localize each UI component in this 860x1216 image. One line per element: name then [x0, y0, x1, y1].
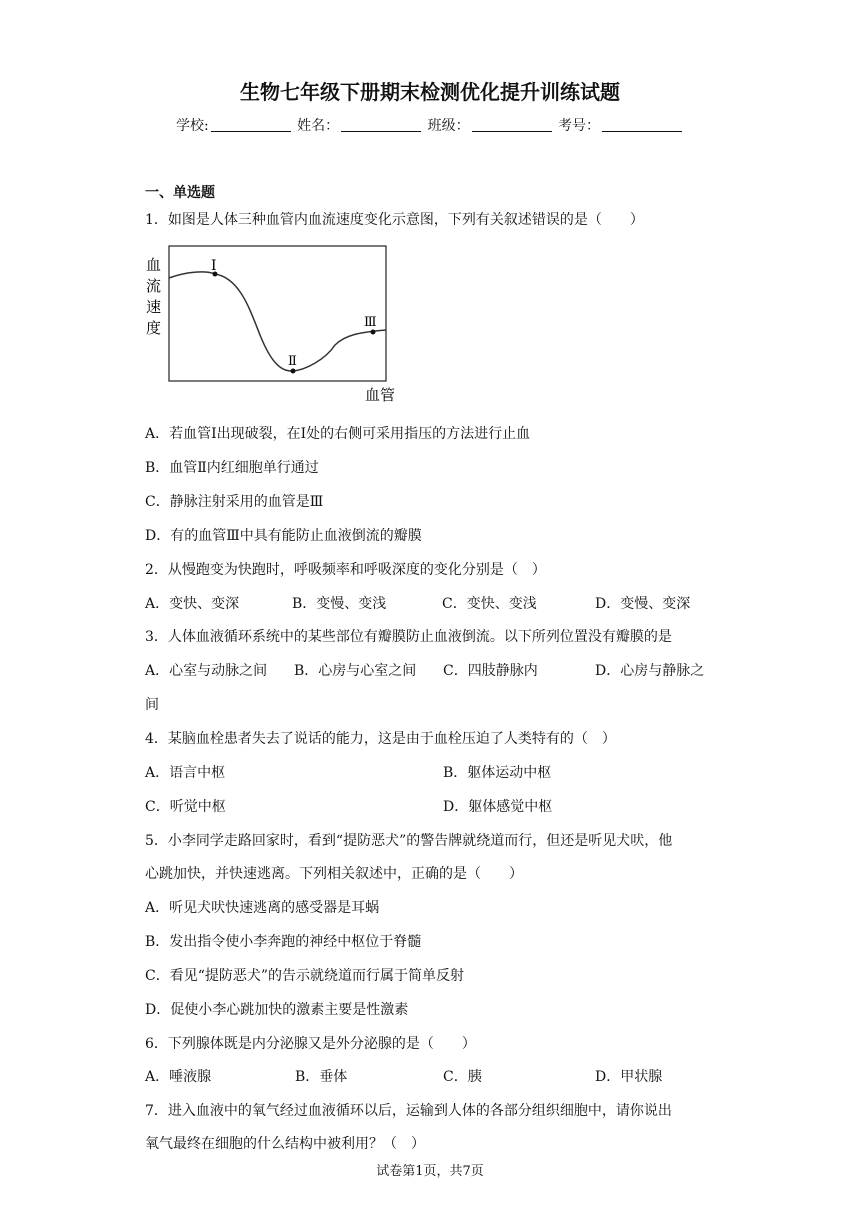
q5-option-a[interactable]: A．听见犬吠快速逃离的感受器是耳蜗 [145, 900, 380, 916]
q2-option-b[interactable]: B．变慢、变浅 [292, 596, 387, 612]
q6-stem: 6．下列腺体既是内分泌腺又是外分泌腺的是（ ） [145, 1036, 476, 1052]
q3-stem: 3．人体血液循环系统中的某些部位有瓣膜防止血液倒流。以下所列位置没有瓣膜的是 [145, 629, 672, 645]
mark-i: Ⅰ [211, 258, 217, 274]
q4-option-d[interactable]: D．躯体感觉中枢 [443, 799, 553, 815]
q6-option-a[interactable]: A．唾液腺 [145, 1069, 212, 1085]
q1-option-d[interactable]: D．有的血管Ⅲ中具有能防止血液倒流的瓣膜 [145, 528, 422, 544]
ylabel-char-2: 流 [146, 277, 162, 295]
page-title: 生物七年级下册期末检测优化提升训练试题 [240, 80, 620, 104]
q4-stem: 4．某脑血栓患者失去了说话的能力，这是由于血栓压迫了人类特有的（ ） [145, 731, 616, 747]
q5-option-b[interactable]: B．发出指令使小李奔跑的神经中枢位于脊髓 [145, 934, 422, 950]
student-info-line [0, 115, 860, 135]
q1-figure [145, 240, 395, 405]
q4-option-b[interactable]: B．躯体运动中枢 [443, 765, 552, 781]
mark-iii: Ⅲ [364, 315, 377, 330]
q6-option-b[interactable]: B．垂体 [295, 1069, 348, 1085]
school-label: 学校: [175, 118, 209, 134]
q6-option-d[interactable]: D．甲状腺 [595, 1069, 663, 1085]
q5-option-d[interactable]: D．促使小李心跳加快的激素主要是性激素 [145, 1002, 409, 1018]
exam-no-blank[interactable] [602, 117, 682, 132]
q1-option-a[interactable]: A．若血管Ⅰ出现破裂，在Ⅰ处的右侧可采用指压的方法进行止血 [145, 426, 531, 442]
q6-option-c[interactable]: C．胰 [443, 1069, 482, 1085]
q2-option-c[interactable]: C．变快、变浅 [442, 596, 537, 612]
q5-stem-line1: 5．小李同学走路回家时，看到“提防恶犬”的警告牌就绕道而行，但还是听见犬吠，他 [145, 833, 673, 849]
ylabel-char-3: 速 [146, 298, 162, 316]
q2-option-a[interactable]: A．变快、变深 [145, 596, 240, 612]
class-label: 班级： [427, 118, 470, 134]
page-footer: 试卷第1页，共7页 [376, 1164, 484, 1179]
q3-option-d-wrap: 间 [145, 697, 159, 713]
q4-option-c[interactable]: C．听觉中枢 [145, 799, 226, 815]
q2-stem: 2．从慢跑变为快跑时，呼吸频率和呼吸深度的变化分别是（ ） [145, 562, 546, 578]
q7-stem-line2: 氧气最终在细胞的什么结构中被利用？（ ） [145, 1136, 425, 1152]
q1-option-b[interactable]: B．血管Ⅱ内红细胞单行通过 [145, 460, 319, 476]
point-iii [371, 330, 376, 335]
q5-stem-line2: 心跳加快，并快速逃离。下列相关叙述中，正确的是（ ） [145, 866, 523, 882]
q1-stem: 1．如图是人体三种血管内血流速度变化示意图，下列有关叙述错误的是（ ） [145, 212, 644, 228]
class-blank[interactable] [472, 117, 552, 132]
section-heading: 一、单选题 [145, 185, 215, 201]
q2-option-d[interactable]: D．变慢、变深 [595, 596, 691, 612]
q4-option-a[interactable]: A．语言中枢 [145, 765, 226, 781]
name-label: 姓名： [297, 118, 340, 134]
xlabel: 血管 [365, 386, 395, 404]
q7-stem-line1: 7．进入血液中的氧气经过血液循环以后，运输到人体的各部分组织细胞中，请你说出 [145, 1103, 672, 1119]
ylabel-char-4: 度 [146, 319, 162, 337]
point-ii [291, 369, 296, 374]
q5-option-c[interactable]: C．看见“提防恶犬”的告示就绕道而行属于简单反射 [145, 968, 465, 984]
exam-no-label: 考号： [558, 118, 601, 134]
figure-frame [169, 246, 386, 381]
ylabel-char-1: 血 [146, 256, 162, 274]
q3-option-c[interactable]: C．四肢静脉内 [443, 663, 538, 679]
q3-option-a[interactable]: A．心室与动脉之间 [145, 663, 268, 679]
mark-ii: Ⅱ [288, 354, 297, 369]
q3-option-d[interactable]: D．心房与静脉之 [595, 663, 705, 679]
name-blank[interactable] [341, 117, 421, 132]
school-blank[interactable] [211, 117, 291, 132]
q3-option-b[interactable]: B．心房与心室之间 [294, 663, 417, 679]
blood-flow-curve [169, 272, 386, 371]
q1-option-c[interactable]: C．静脉注射采用的血管是Ⅲ [145, 494, 324, 510]
